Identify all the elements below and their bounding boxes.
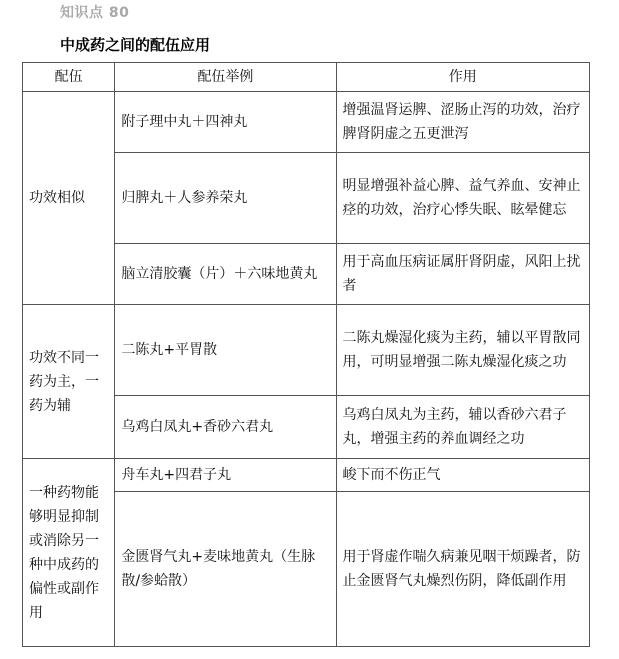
table-header-row bbox=[23, 63, 590, 92]
category-cell: 功效相似 bbox=[23, 92, 115, 305]
effect-cell: 乌鸡白凤丸为主药，辅以香砂六君子丸，增强主药的养血调经之功 bbox=[336, 396, 589, 459]
effect-cell: 峻下而不伤正气 bbox=[336, 459, 589, 492]
category-cell: 一种药物能够明显抑制或消除另一种中成药的偏性或副作用 bbox=[23, 459, 115, 647]
effect-cell: 用于肾虚作喘久病兼见咽干烦躁者，防止金匮肾气丸燥烈伤阴，降低副作用 bbox=[336, 492, 589, 647]
header-effect: 作用 bbox=[336, 63, 589, 92]
effect-cell: 明显增强补益心脾、益气养血、安神止痉的功效，治疗心悸失眠、眩晕健忘 bbox=[336, 153, 589, 244]
example-cell: 脑立清胶囊（片）＋六味地黄丸 bbox=[115, 244, 336, 305]
example-cell: 二陈丸+平胃散 bbox=[115, 305, 336, 396]
example-cell: 归脾丸＋人参养荣丸 bbox=[115, 153, 336, 244]
knowledge-point-label: 知识点 80 bbox=[60, 5, 130, 21]
example-cell: 舟车丸+四君子丸 bbox=[115, 459, 336, 492]
header-example: 配伍举例 bbox=[115, 63, 336, 92]
example-cell: 附子理中丸＋四神丸 bbox=[115, 92, 336, 153]
header-category: 配伍 bbox=[23, 63, 115, 92]
category-cell: 功效不同一药为主，一药为辅 bbox=[23, 305, 115, 459]
effect-cell: 增强温肾运脾、涩肠止泻的功效，治疗脾肾阴虚之五更泄泻 bbox=[336, 92, 589, 153]
page-title: 中成药之间的配伍应用 bbox=[60, 36, 211, 54]
table-row bbox=[23, 459, 590, 492]
example-cell: 乌鸡白凤丸+香砂六君丸 bbox=[115, 396, 336, 459]
effect-cell: 用于高血压病证属肝肾阴虚，风阳上扰者 bbox=[336, 244, 589, 305]
effect-cell: 二陈丸燥湿化痰为主药，辅以平胃散同用，可明显增强二陈丸燥湿化痰之功 bbox=[336, 305, 589, 396]
example-cell: 金匮肾气丸+麦味地黄丸（生脉散/参蛤散） bbox=[115, 492, 336, 647]
compatibility-table bbox=[22, 62, 590, 647]
table-row bbox=[23, 305, 590, 396]
table-row bbox=[23, 92, 590, 153]
